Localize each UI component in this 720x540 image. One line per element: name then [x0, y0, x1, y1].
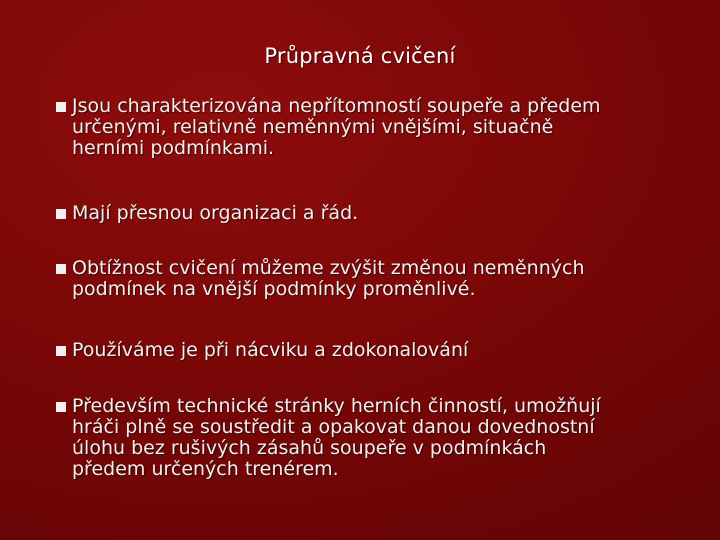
square-bullet-icon	[56, 264, 66, 274]
bullet-text	[72, 396, 672, 480]
bullet-line: Mají přesnou organizaci a řád.	[72, 202, 359, 224]
bullet-line: Jsou charakterizována nepřítomností soupeře a předem	[72, 95, 601, 117]
bullet-text	[72, 340, 672, 361]
bullet-line: Především technické stránky herních činností, umožňují	[72, 395, 601, 417]
square-bullet-icon	[56, 346, 66, 356]
bullet-line: podmínek na vnější podmínky proměnlivé.	[72, 278, 476, 300]
bullet-text	[72, 258, 672, 300]
square-bullet-icon	[56, 102, 66, 112]
bullet-line: Používáme je při nácviku a zdokonalování	[72, 339, 469, 361]
square-bullet-icon	[56, 402, 66, 412]
bullet-line: úlohu bez rušivých zásahů soupeře v podmínkách	[72, 437, 547, 459]
slide-title: Průpravná cvičení	[264, 44, 456, 68]
bullet-line: Obtížnost cvičení můžeme zvýšit změnou neměnných	[72, 257, 585, 279]
bullet-line: hráči plně se soustředit a opakovat danou dovednostní	[72, 416, 595, 438]
bullet-text	[72, 203, 672, 224]
bullet-text	[72, 96, 672, 159]
bullet-line: určenými, relativně neměnnými vnějšími, situačně	[72, 116, 554, 138]
square-bullet-icon	[56, 209, 66, 219]
bullet-line: předem určených trenérem.	[72, 458, 339, 480]
bullet-line: herními podmínkami.	[72, 137, 275, 159]
